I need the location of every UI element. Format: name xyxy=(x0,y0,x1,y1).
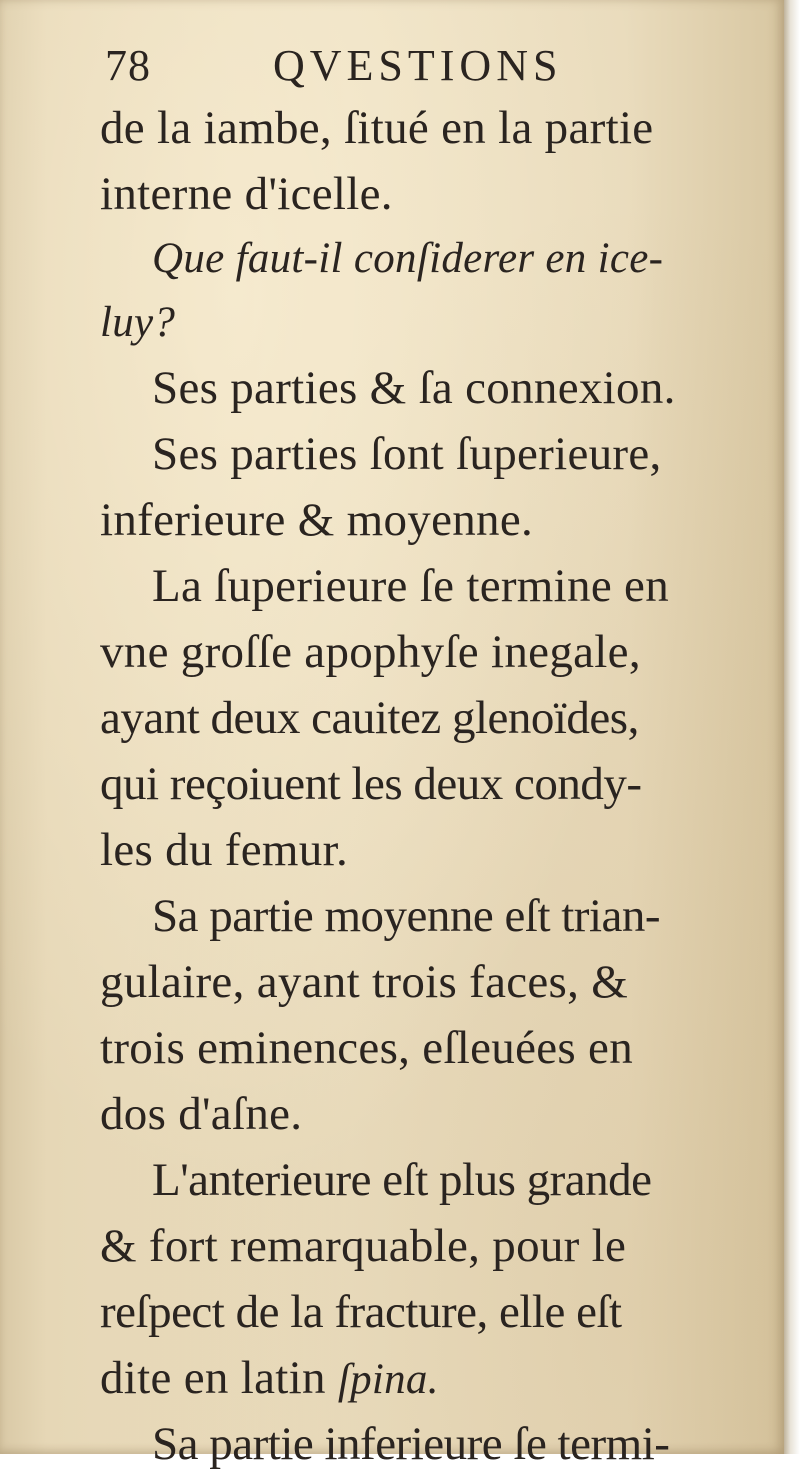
text-line: gulaire, ayant trois faces, & xyxy=(100,956,629,1008)
text-line: reſpect de la fracture, elle eſt xyxy=(100,1286,622,1338)
text-line: interne d'icelle. xyxy=(100,168,393,220)
page-edge xyxy=(784,0,800,1454)
text-line: trois eminences, eſleuées en xyxy=(100,1022,634,1074)
text-line: dos d'aſne. xyxy=(100,1088,303,1140)
text-segment: dite en latin xyxy=(100,1352,326,1404)
paragraph-line: Sa partie moyenne eſt trian- xyxy=(152,890,661,942)
page-number: 78 xyxy=(105,41,151,90)
question-line: Que faut-il conſiderer en ice- xyxy=(152,235,664,282)
latin-term: ſpina. xyxy=(337,1356,439,1403)
text-line: & fort remarquable, pour le xyxy=(100,1220,627,1272)
running-title: QVESTIONS xyxy=(273,41,563,90)
paragraph-line: L'anterieure eſt plus grande xyxy=(152,1154,652,1206)
text-line: les du femur. xyxy=(100,824,348,876)
text-line: vne groſſe apophyſe inegale, xyxy=(100,626,641,678)
paragraph-line: Sa partie inferieure ſe termi- xyxy=(152,1418,670,1470)
page-header xyxy=(105,40,705,96)
question-line: luy? xyxy=(100,299,176,346)
text-line: de la iambe, ſitué en la partie xyxy=(100,102,654,154)
body-text xyxy=(100,95,720,1477)
paragraph-line: Ses parties ſont ſuperieure, xyxy=(152,428,662,480)
text-line: qui reçoiuent les deux condy- xyxy=(100,758,642,810)
paragraph-line: La ſuperieure ſe termine en xyxy=(152,560,669,612)
answer-line: Ses parties & ſa connexion. xyxy=(152,362,676,414)
text-line: inferieure & moyenne. xyxy=(100,494,534,546)
text-line xyxy=(100,1345,720,1411)
text-line: ayant deux cauitez glenoïdes, xyxy=(100,692,639,744)
